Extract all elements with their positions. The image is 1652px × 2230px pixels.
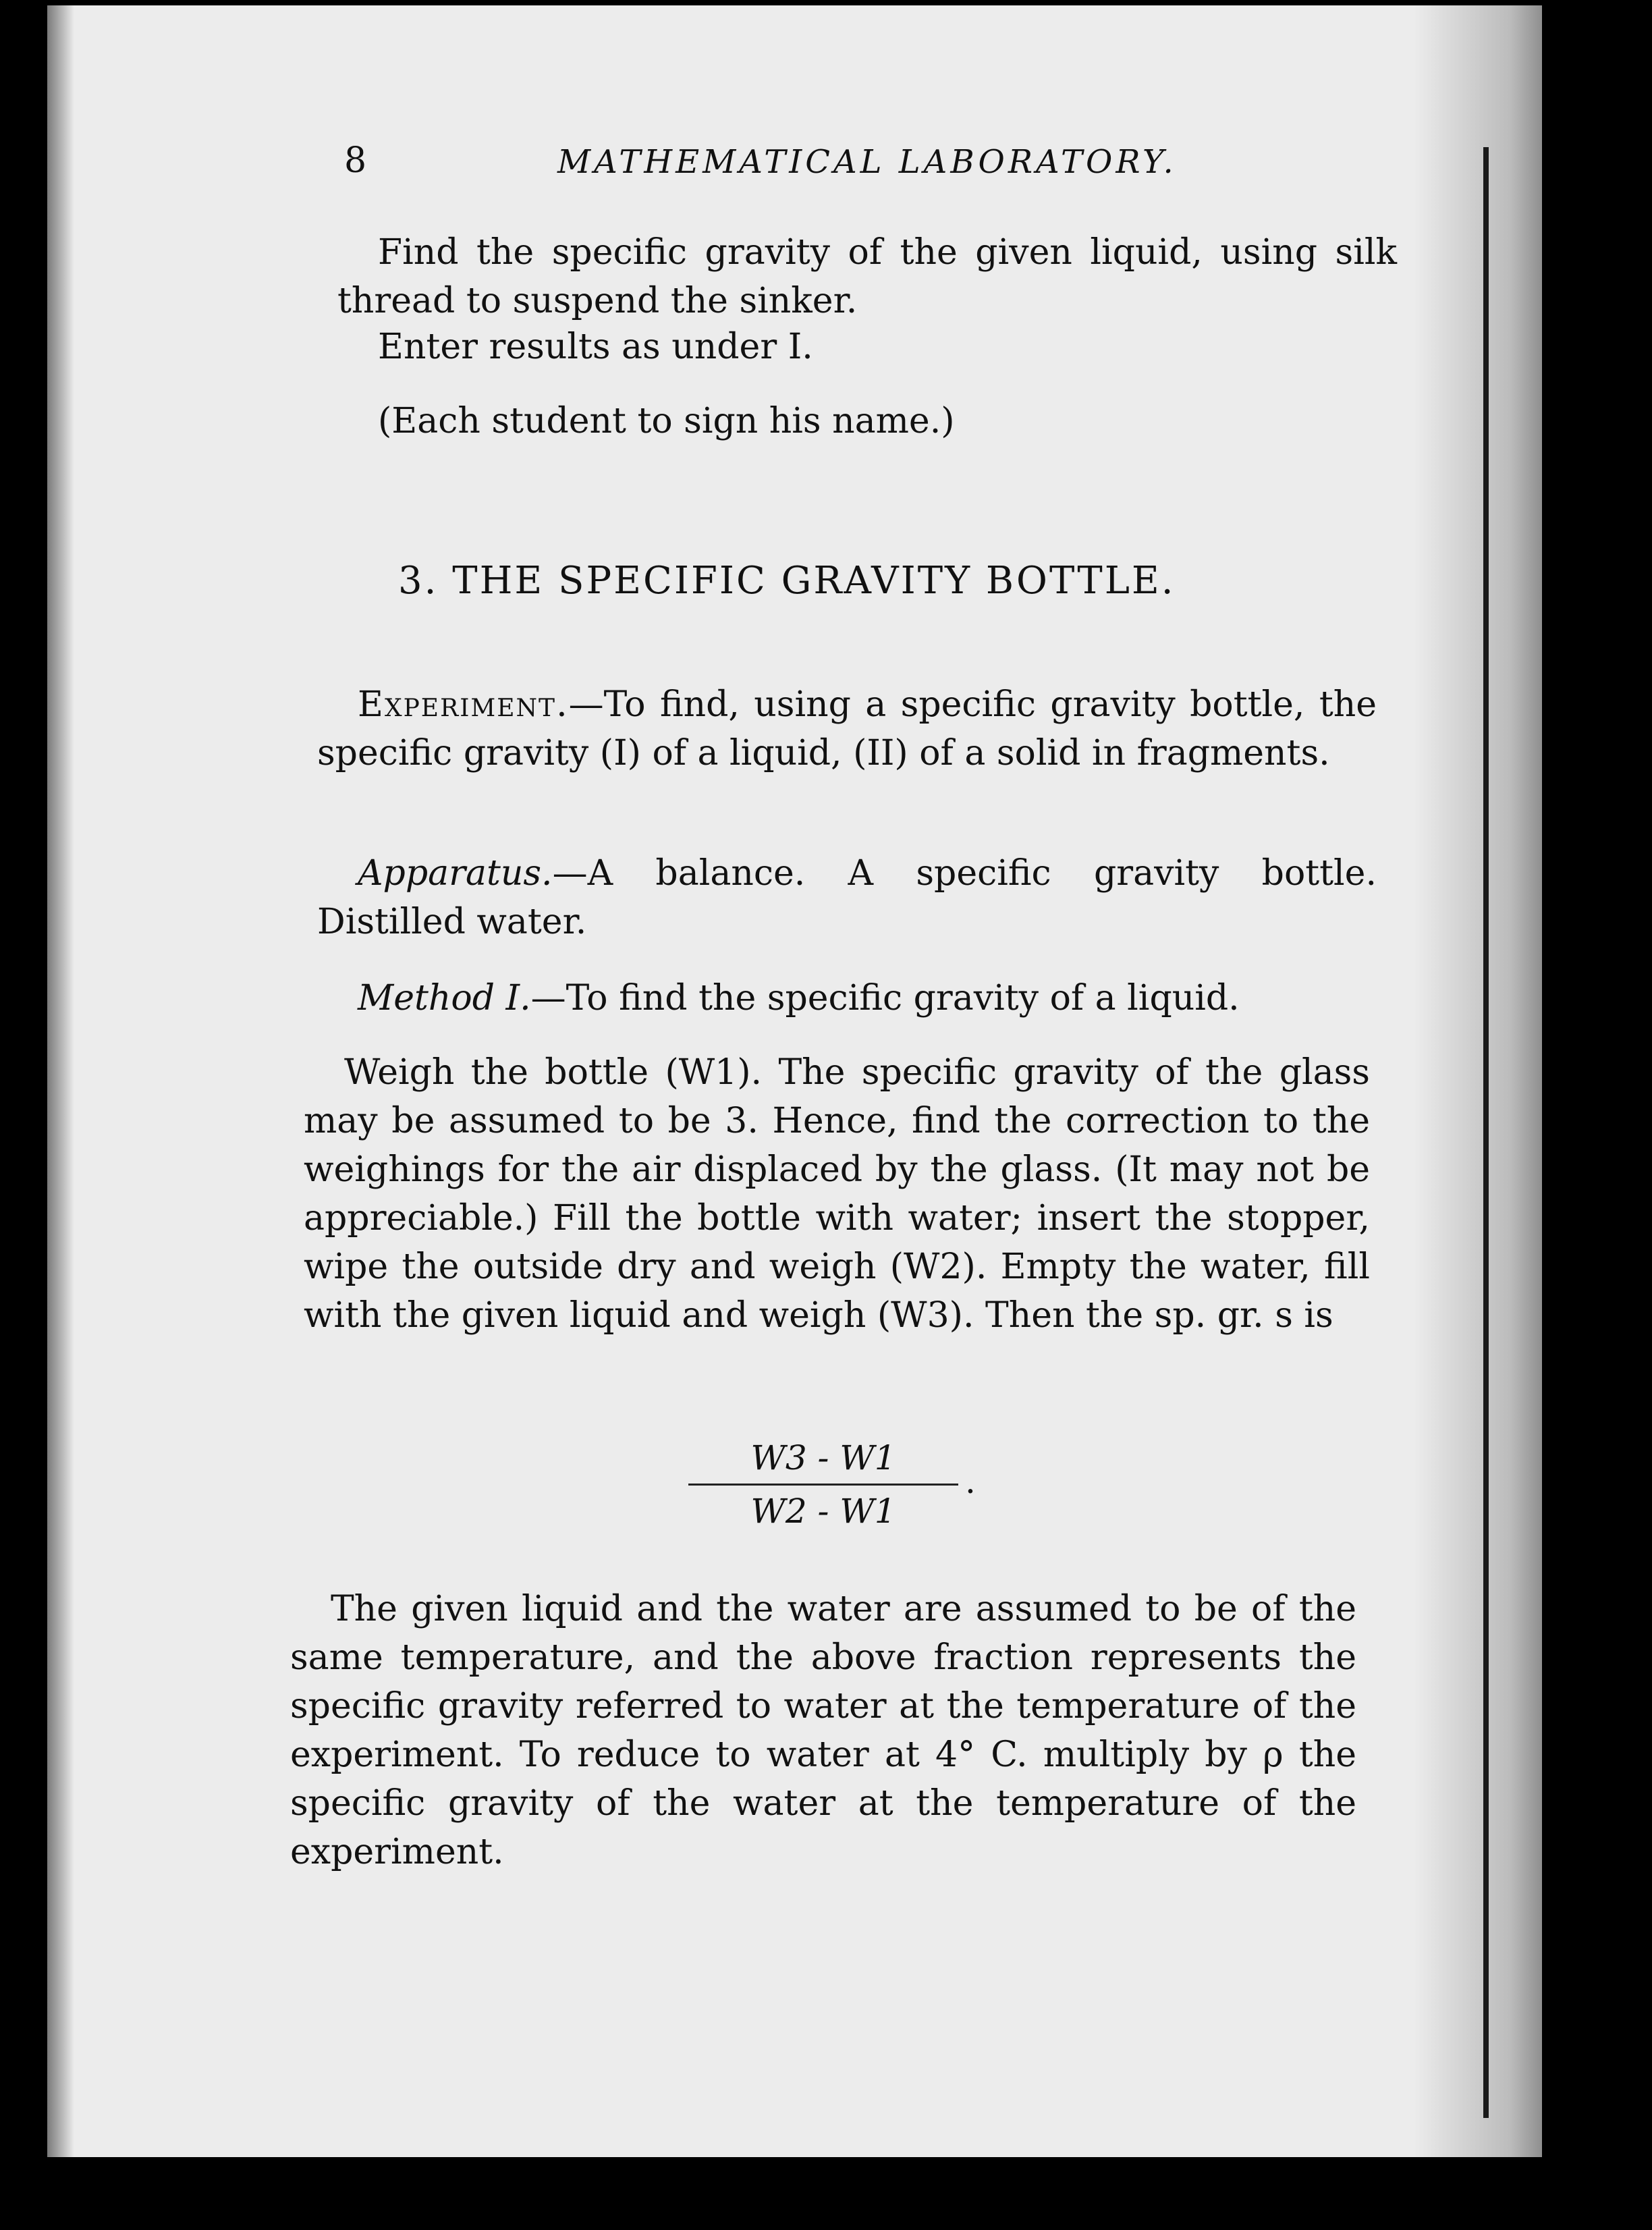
- experiment-text: —To find, using a specific gravity bottle, the specific gravity (I) of a liquid, (II) of a solid in fragments.: [317, 684, 1377, 773]
- method-lead: Method I.: [358, 978, 531, 1018]
- section-heading: 3. THE SPECIFIC GRAVITY BOTTLE.: [398, 559, 1176, 603]
- page-number: 8: [344, 140, 367, 181]
- method-text: —To find the specific gravity of a liquid.: [530, 978, 1240, 1018]
- conclusion-paragraph: The given liquid and the water are assumed to be of the same temperature, and the above fraction represents the specific gravity referred to water at the temperature of the experiment. To reduce to water at 4° C. multiply by ρ the specific gravity of the water at the temperature of the experiment.: [290, 1589, 1356, 1872]
- page-text: [47, 5, 1542, 2157]
- specific-gravity-formula: [688, 1436, 958, 1533]
- apparatus-text: —A balance. A specific gravity bottle. Distilled water.: [317, 853, 1377, 942]
- intro-paragraph: Find the specific gravity of the given liquid, using silk thread to suspend the sinker.: [337, 232, 1397, 321]
- page-header: [344, 140, 1491, 194]
- procedure-paragraph: Weigh the bottle (W1). The specific gravity of the glass may be assumed to be 3. Hence, find the correction to the weighings for the air displaced by the glass. (It may not be appreciable.) Fill the bottle with water; insert the stopper, wipe the outside dry and weigh (W2). Empty the water, fill with the given liquid and weigh (W3). Then the sp. gr. s is: [304, 1052, 1370, 1336]
- formula-numerator: W3 - W1: [750, 1438, 896, 1477]
- fraction-bar: [688, 1484, 958, 1486]
- formula-terminator: .: [965, 1462, 976, 1501]
- method-paragraph: [317, 974, 1377, 1023]
- running-title: MATHEMATICAL LABORATORY.: [557, 143, 1177, 181]
- book-page: [47, 5, 1542, 2157]
- formula-denominator: W2 - W1: [750, 1492, 896, 1531]
- experiment-lead: Experiment.: [358, 684, 569, 725]
- experiment-paragraph: [317, 680, 1377, 778]
- apparatus-paragraph: [317, 849, 1377, 946]
- apparatus-lead: Apparatus.: [358, 853, 553, 894]
- intro-results-line: Enter results as under I.: [378, 327, 813, 367]
- intro-sign-line: (Each student to sign his name.): [378, 401, 955, 441]
